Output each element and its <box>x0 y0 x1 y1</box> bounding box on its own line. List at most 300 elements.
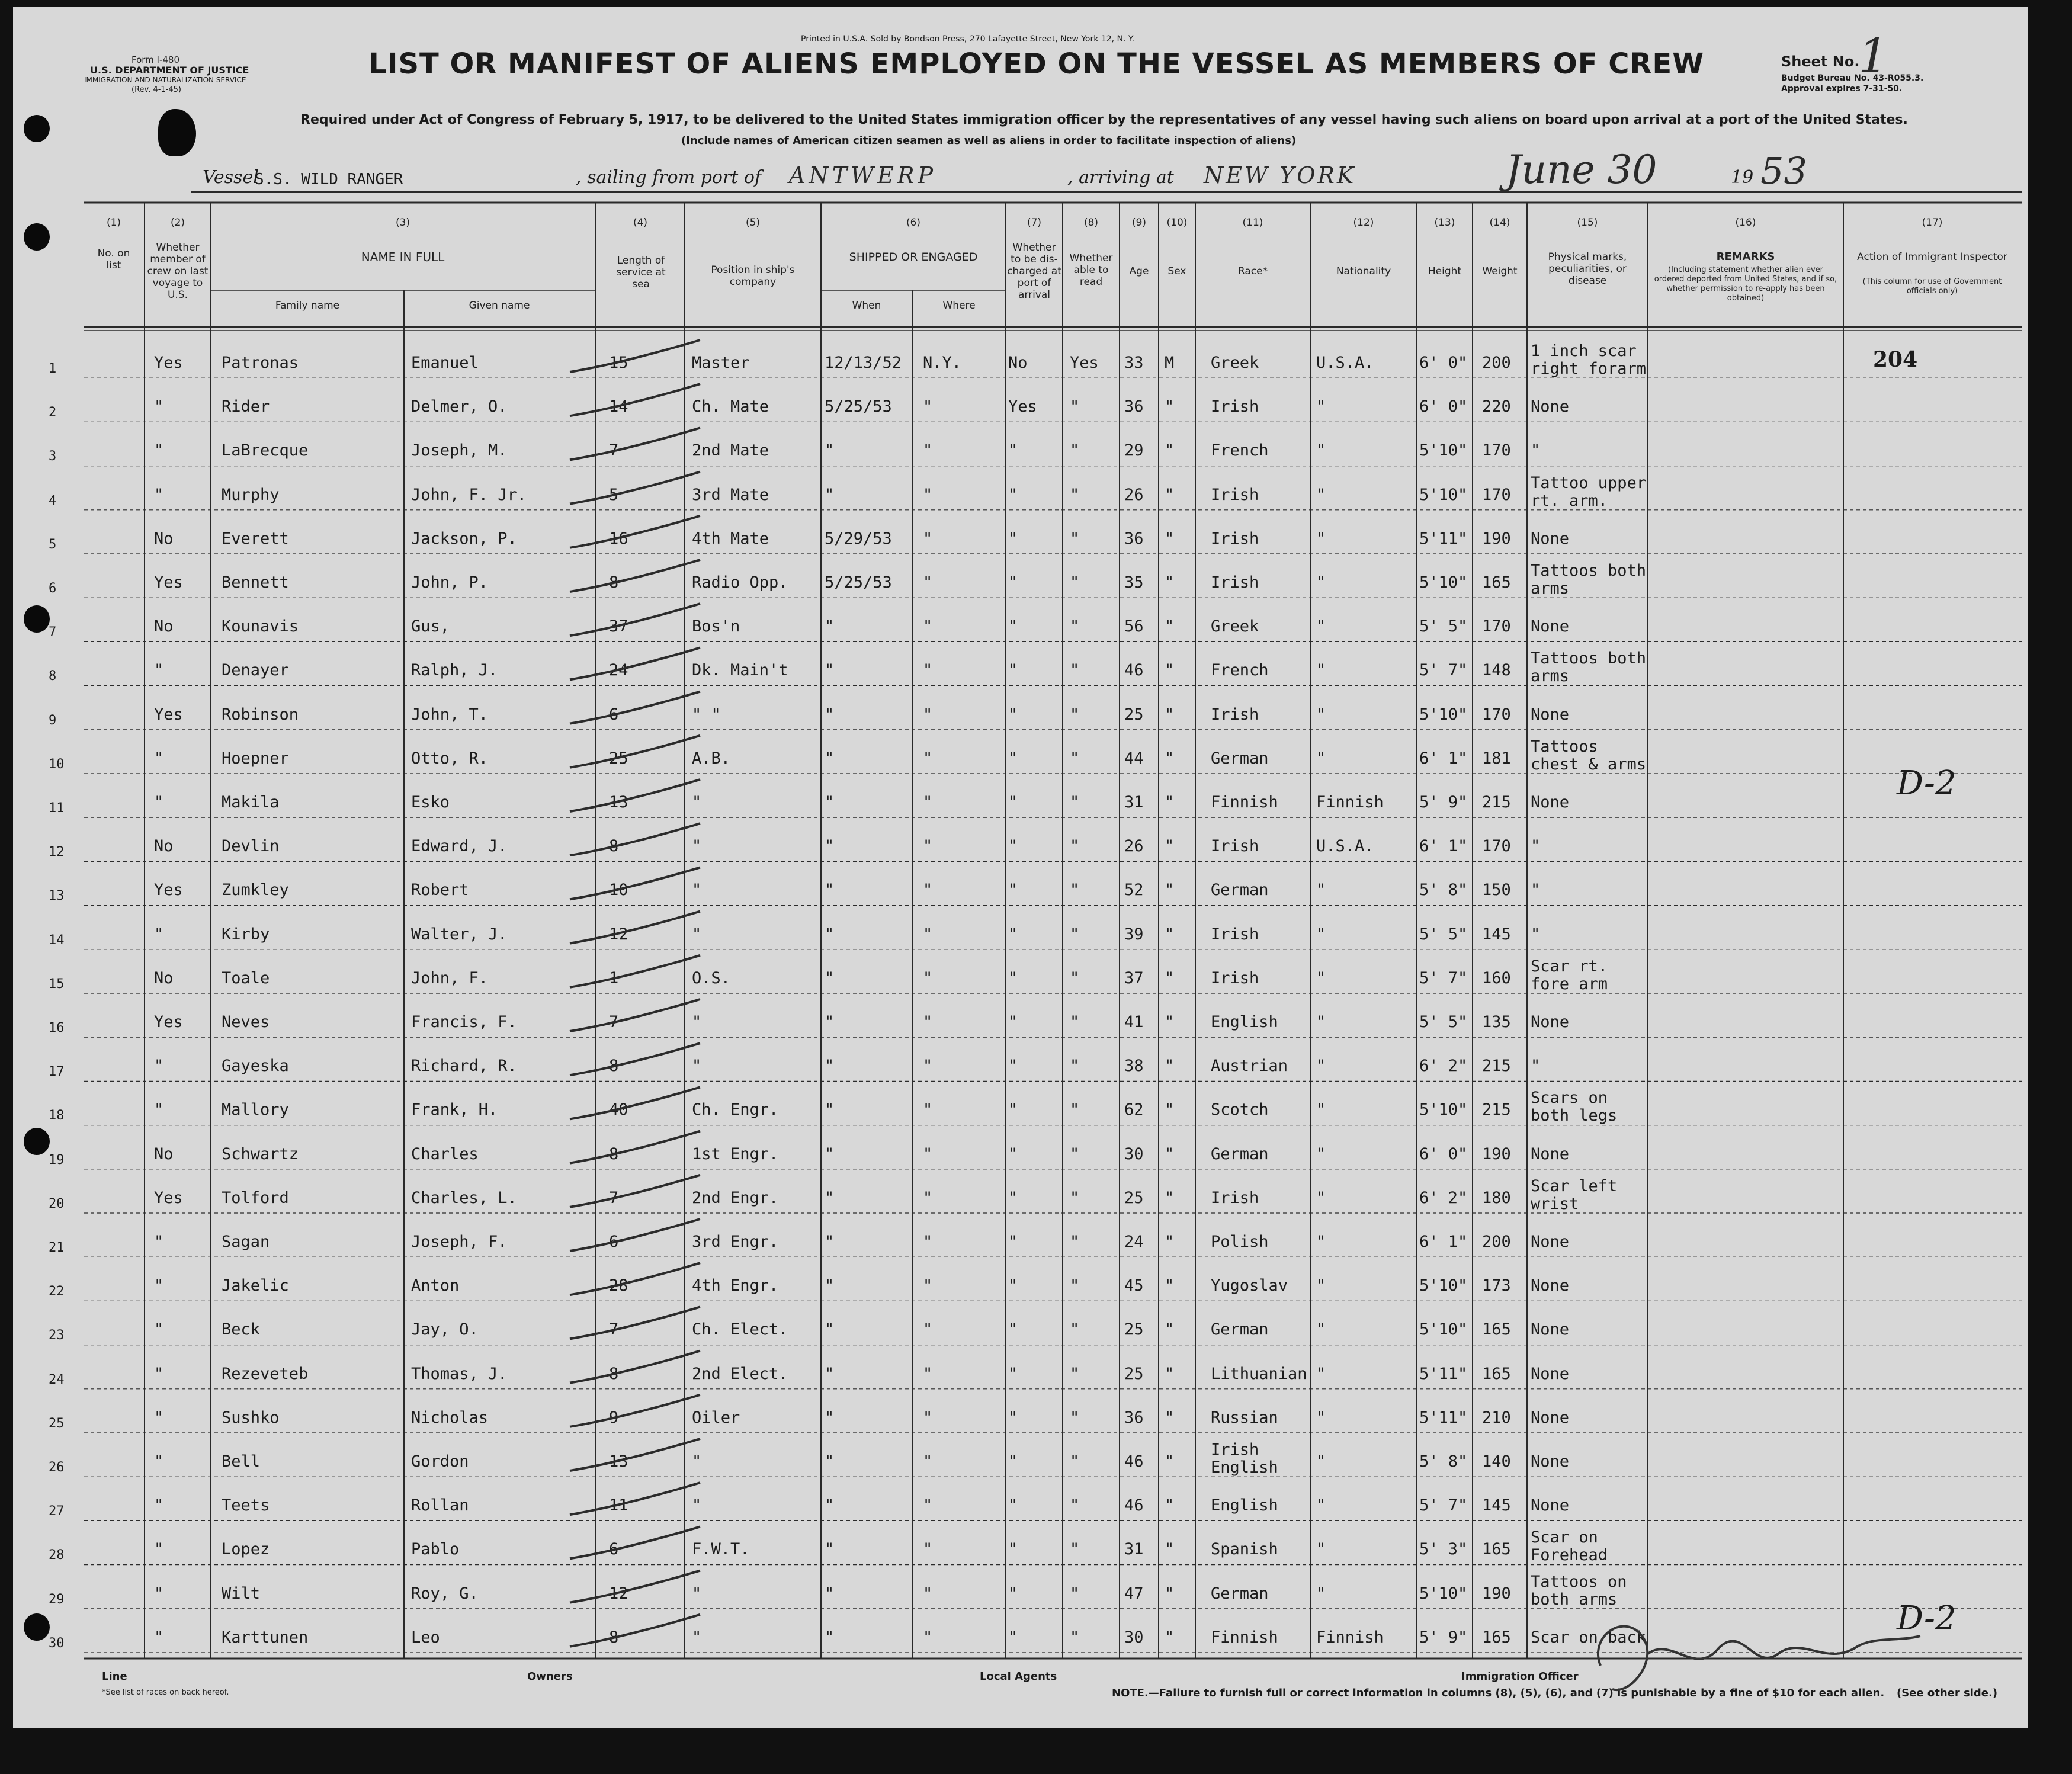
discharged: " <box>1008 1101 1018 1119</box>
given-name: Francis, F. <box>411 1013 517 1031</box>
nationality: " <box>1316 881 1326 900</box>
discharged: " <box>1008 1188 1018 1207</box>
service-check-mark <box>570 472 700 504</box>
list-number: 30 <box>49 1635 65 1651</box>
family-name: Devlin <box>222 837 280 856</box>
physical-marks: Scar rt. fore arm <box>1531 957 1608 993</box>
discharged: " <box>1008 793 1018 811</box>
service-check-mark <box>570 999 700 1031</box>
inspector-action: D-2 <box>1897 764 1956 803</box>
race: Irish <box>1211 529 1259 548</box>
crew-last-voyage: No <box>154 617 174 636</box>
penalty-note: NOTE.—Failure to furnish full or correct information in columns (8), (5), (6), and (7) is punishable by a fine of $10 for each alien. <box>1112 1687 1885 1699</box>
shipped-where: " <box>923 1233 933 1251</box>
given-name: Gordon <box>411 1452 469 1471</box>
able-to-read: " <box>1070 1013 1080 1031</box>
shipped-when: " <box>825 1101 835 1119</box>
height: 6' 1" <box>1419 837 1468 856</box>
vessel-name: S.S. WILD RANGER <box>255 171 403 188</box>
service-length: 7 <box>609 441 619 460</box>
crew-last-voyage: " <box>154 441 164 460</box>
age: 30 <box>1124 1144 1144 1163</box>
shipped-when: " <box>825 1584 835 1603</box>
position: Ch. Elect. <box>692 1320 788 1339</box>
able-to-read: " <box>1070 1144 1080 1163</box>
physical-marks: Tattoos chest & arms <box>1531 737 1647 774</box>
service-length: 25 <box>609 749 628 768</box>
race: Irish <box>1211 968 1259 987</box>
discharged: " <box>1008 1628 1018 1647</box>
service-check-mark <box>570 1571 700 1603</box>
given-name: Joseph, F. <box>411 1233 508 1251</box>
shipped-where: " <box>923 837 933 856</box>
sex: " <box>1165 573 1175 592</box>
age: 25 <box>1124 1320 1144 1339</box>
shipped-when: " <box>825 925 835 944</box>
service-length: 12 <box>609 925 628 944</box>
position: 2nd Elect. <box>692 1364 788 1383</box>
able-to-read: " <box>1070 1496 1080 1515</box>
shipped-when: " <box>825 1320 835 1339</box>
given-name: Richard, R. <box>411 1057 517 1076</box>
family-name: Rezeveteb <box>222 1364 309 1383</box>
shipped-when: " <box>825 1233 835 1251</box>
race: Spanish <box>1211 1540 1278 1559</box>
shipped-when: " <box>825 485 835 504</box>
race: German <box>1211 1144 1269 1163</box>
service-check-mark <box>570 1351 700 1383</box>
nationality: " <box>1316 1408 1326 1427</box>
col-num-16: (16) <box>1735 217 1756 229</box>
weight: 135 <box>1482 1013 1511 1031</box>
service-length: 7 <box>609 1320 619 1339</box>
race: Irish <box>1211 1188 1259 1207</box>
shipped-when: 5/29/53 <box>825 529 892 548</box>
col-header-given-name: Given name <box>469 300 530 312</box>
discharged: " <box>1008 925 1018 944</box>
service-check-mark <box>570 1219 700 1251</box>
able-to-read: Yes <box>1070 354 1099 372</box>
height: 5'10" <box>1419 441 1468 460</box>
nationality: Finnish <box>1316 1628 1384 1647</box>
nationality: Finnish <box>1316 793 1384 811</box>
sex: " <box>1165 397 1175 416</box>
col-header-remarks: REMARKS <box>1716 251 1775 263</box>
height: 6' 0" <box>1419 397 1468 416</box>
shipped-where: " <box>923 1144 933 1163</box>
height: 5' 5" <box>1419 617 1468 636</box>
footer-agents-label: Local Agents <box>980 1670 1057 1683</box>
inspector-action: D-2 <box>1897 1599 1956 1638</box>
race: Irish <box>1211 397 1259 416</box>
height: 6' 2" <box>1419 1188 1468 1207</box>
service-length: 7 <box>609 1188 619 1207</box>
shipped-when: " <box>825 1452 835 1471</box>
shipped-where: " <box>923 529 933 548</box>
service-check-mark <box>570 779 700 811</box>
physical-marks: None <box>1531 617 1570 636</box>
family-name: Bell <box>222 1452 261 1471</box>
col-num-14: (14) <box>1489 217 1510 229</box>
family-name: Kirby <box>222 925 270 944</box>
height: 5'11" <box>1419 529 1468 548</box>
sex: " <box>1165 1233 1175 1251</box>
age: 62 <box>1124 1101 1144 1119</box>
age: 25 <box>1124 1188 1144 1207</box>
service-length: 12 <box>609 1584 628 1603</box>
given-name: Charles <box>411 1144 479 1163</box>
family-name: Hoepner <box>222 749 289 768</box>
shipped-where: " <box>923 1276 933 1295</box>
able-to-read: " <box>1070 661 1080 680</box>
height: 5' 5" <box>1419 925 1468 944</box>
physical-marks: None <box>1531 1233 1570 1251</box>
crew-last-voyage: " <box>154 485 164 504</box>
age: 41 <box>1124 1013 1144 1031</box>
shipped-where: " <box>923 1540 933 1559</box>
crew-last-voyage: No <box>154 1144 174 1163</box>
list-number: 11 <box>49 801 65 816</box>
position: Ch. Engr. <box>692 1101 779 1119</box>
age: 26 <box>1124 485 1144 504</box>
family-name: Murphy <box>222 485 280 504</box>
age: 36 <box>1124 529 1144 548</box>
position: " <box>692 1628 702 1647</box>
shipped-when: " <box>825 1013 835 1031</box>
physical-marks: None <box>1531 1496 1570 1515</box>
shipped-when: " <box>825 1057 835 1076</box>
service-length: 8 <box>609 1628 619 1647</box>
sex: " <box>1165 1188 1175 1207</box>
service-check-mark <box>570 604 700 636</box>
position: " <box>692 881 702 900</box>
age: 38 <box>1124 1057 1144 1076</box>
list-number: 21 <box>49 1240 65 1255</box>
sex: " <box>1165 1276 1175 1295</box>
see-other-side: (See other side.) <box>1897 1687 1998 1699</box>
family-name: Jakelic <box>222 1276 289 1295</box>
service-check-mark <box>570 1175 700 1207</box>
weight: 170 <box>1482 485 1511 504</box>
nationality: " <box>1316 1013 1326 1031</box>
service-length: 11 <box>609 1496 628 1515</box>
shipped-when: " <box>825 749 835 768</box>
position: 1st Engr. <box>692 1144 779 1163</box>
sailing-label: , sailing from port of <box>576 167 762 188</box>
discharged: " <box>1008 573 1018 592</box>
weight: 170 <box>1482 441 1511 460</box>
position: O.S. <box>692 968 731 987</box>
crew-last-voyage: Yes <box>154 1013 183 1031</box>
sex: " <box>1165 1144 1175 1163</box>
weight: 150 <box>1482 881 1511 900</box>
list-number: 12 <box>49 845 65 860</box>
position: Bos'n <box>692 617 740 636</box>
race: Irish <box>1211 705 1259 724</box>
service-check-mark <box>570 1087 700 1119</box>
sex: " <box>1165 1320 1175 1339</box>
physical-marks: None <box>1531 1144 1570 1163</box>
able-to-read: " <box>1070 1320 1080 1339</box>
race: Finnish <box>1211 1628 1278 1647</box>
weight: 148 <box>1482 661 1511 680</box>
able-to-read: " <box>1070 1101 1080 1119</box>
family-name: Lopez <box>222 1540 270 1559</box>
crew-last-voyage: " <box>154 1452 164 1471</box>
able-to-read: " <box>1070 1452 1080 1471</box>
nationality: " <box>1316 705 1326 724</box>
height: 5'11" <box>1419 1408 1468 1427</box>
list-number: 2 <box>49 405 57 421</box>
nationality: " <box>1316 661 1326 680</box>
shipped-where: " <box>923 661 933 680</box>
height: 5' 9" <box>1419 793 1468 811</box>
sex: " <box>1165 1101 1175 1119</box>
given-name: Jackson, P. <box>411 529 517 548</box>
nationality: " <box>1316 1540 1326 1559</box>
race: Polish <box>1211 1233 1269 1251</box>
height: 6' 2" <box>1419 1057 1468 1076</box>
weight: 200 <box>1482 1233 1511 1251</box>
family-name: Robinson <box>222 705 299 724</box>
shipped-when: " <box>825 441 835 460</box>
service-check-mark <box>570 955 700 987</box>
col-num-11: (11) <box>1242 217 1263 229</box>
position: 4th Engr. <box>692 1276 779 1295</box>
service-check-mark <box>570 1395 700 1427</box>
shipped-where: " <box>923 749 933 768</box>
able-to-read: " <box>1070 968 1080 987</box>
family-name: Sagan <box>222 1233 270 1251</box>
height: 5'10" <box>1419 1101 1468 1119</box>
service-check-mark <box>570 384 700 416</box>
discharged: " <box>1008 1320 1018 1339</box>
physical-marks: None <box>1531 1320 1570 1339</box>
age: 26 <box>1124 837 1144 856</box>
discharged: Yes <box>1008 397 1037 416</box>
able-to-read: " <box>1070 1628 1080 1647</box>
revision: (Rev. 4-1-45) <box>131 85 182 94</box>
nationality: " <box>1316 925 1326 944</box>
able-to-read: " <box>1070 1188 1080 1207</box>
service-check-mark <box>570 1043 700 1075</box>
age: 46 <box>1124 661 1144 680</box>
family-name: Mallory <box>222 1101 289 1119</box>
able-to-read: " <box>1070 529 1080 548</box>
family-name: Neves <box>222 1013 270 1031</box>
physical-marks: None <box>1531 1408 1570 1427</box>
service-check-mark <box>570 1439 700 1471</box>
vessel-label: Vessel <box>203 167 259 188</box>
shipped-where: " <box>923 793 933 811</box>
able-to-read: " <box>1070 925 1080 944</box>
list-number: 10 <box>49 756 65 772</box>
shipped-where: " <box>923 573 933 592</box>
list-number: 28 <box>49 1548 65 1563</box>
list-number: 20 <box>49 1196 65 1211</box>
col-num-6: (6) <box>906 217 921 229</box>
col-header-discharged: Whether to be dis-charged at port of arrival <box>1007 242 1061 301</box>
col-header-race: Race* <box>1237 265 1268 277</box>
sex: " <box>1165 529 1175 548</box>
nationality: " <box>1316 441 1326 460</box>
weight: 145 <box>1482 1496 1511 1515</box>
given-name: Rollan <box>411 1496 469 1515</box>
position: A.B. <box>692 749 731 768</box>
discharged: " <box>1008 1584 1018 1603</box>
able-to-read: " <box>1070 485 1080 504</box>
nationality: " <box>1316 1320 1326 1339</box>
height: 5' 8" <box>1419 1452 1468 1471</box>
col-num-10: (10) <box>1166 217 1188 229</box>
nationality: U.S.A. <box>1316 837 1374 856</box>
list-number: 25 <box>49 1416 65 1431</box>
list-number: 15 <box>49 976 65 992</box>
physical-marks: None <box>1531 793 1570 811</box>
service-check-mark <box>570 867 700 899</box>
service-length: 8 <box>609 837 619 856</box>
service-check-mark <box>570 1307 700 1339</box>
list-number: 29 <box>49 1592 65 1607</box>
race: Yugoslav <box>1211 1276 1288 1295</box>
position: " <box>692 925 702 944</box>
crew-last-voyage: Yes <box>154 573 183 592</box>
sheet-label: Sheet No. <box>1781 53 1860 70</box>
race: Scotch <box>1211 1101 1269 1119</box>
list-number: 16 <box>49 1021 65 1035</box>
family-name: LaBrecque <box>222 441 309 460</box>
weight: 210 <box>1482 1408 1511 1427</box>
sex: " <box>1165 1452 1175 1471</box>
race: Irish English <box>1211 1441 1278 1477</box>
weight: 190 <box>1482 529 1511 548</box>
nationality: " <box>1316 1057 1326 1076</box>
able-to-read: " <box>1070 573 1080 592</box>
height: 5'10" <box>1419 1320 1468 1339</box>
physical-marks: Tattoo upper rt. arm. <box>1531 473 1647 510</box>
service-length: 13 <box>609 793 628 811</box>
crew-last-voyage: " <box>154 661 164 680</box>
weight: 180 <box>1482 1188 1511 1207</box>
sex: " <box>1165 485 1175 504</box>
discharged: " <box>1008 485 1018 504</box>
service-length: 1 <box>609 968 619 987</box>
discharged: " <box>1008 1408 1018 1427</box>
discharged: " <box>1008 1364 1018 1383</box>
height: 5' 9" <box>1419 1628 1468 1647</box>
weight: 160 <box>1482 968 1511 987</box>
service-length: 8 <box>609 573 619 592</box>
height: 5'10" <box>1419 1276 1468 1295</box>
given-name: Anton <box>411 1276 460 1295</box>
height: 5'10" <box>1419 573 1468 592</box>
nationality: " <box>1316 1452 1326 1471</box>
col-num-4: (4) <box>633 217 648 229</box>
sex: " <box>1165 749 1175 768</box>
discharged: " <box>1008 529 1018 548</box>
discharged: " <box>1008 749 1018 768</box>
list-number: 22 <box>49 1284 65 1300</box>
given-name: Charles, L. <box>411 1188 517 1207</box>
height: 6' 1" <box>1419 749 1468 768</box>
budget-bureau: Budget Bureau No. 43-R055.3. <box>1781 73 1924 83</box>
given-name: Pablo <box>411 1540 460 1559</box>
list-number: 6 <box>49 581 57 596</box>
race: Irish <box>1211 837 1259 856</box>
weight: 215 <box>1482 793 1511 811</box>
crew-last-voyage: Yes <box>154 705 183 724</box>
able-to-read: " <box>1070 1540 1080 1559</box>
inspector-action: 204 <box>1873 347 1918 372</box>
crew-last-voyage: " <box>154 1408 164 1427</box>
col-header-where: Where <box>942 300 976 312</box>
shipped-when: " <box>825 881 835 900</box>
nationality: " <box>1316 1364 1326 1383</box>
race: Greek <box>1211 617 1259 636</box>
given-name: Otto, R. <box>411 749 489 768</box>
weight: 165 <box>1482 1540 1511 1559</box>
given-name: Robert <box>411 881 469 900</box>
position: Radio Opp. <box>692 573 788 592</box>
able-to-read: " <box>1070 617 1080 636</box>
able-to-read: " <box>1070 749 1080 768</box>
discharged: " <box>1008 968 1018 987</box>
race: Irish <box>1211 485 1259 504</box>
physical-marks: None <box>1531 1452 1570 1471</box>
service-length: 6 <box>609 1233 619 1251</box>
sex: " <box>1165 1540 1175 1559</box>
age: 25 <box>1124 1364 1144 1383</box>
service-check-mark <box>570 560 700 592</box>
family-name: Toale <box>222 968 270 987</box>
nationality: " <box>1316 573 1326 592</box>
weight: 173 <box>1482 1276 1511 1295</box>
shipped-when: " <box>825 1408 835 1427</box>
given-name: Jay, O. <box>411 1320 479 1339</box>
service-check-mark <box>570 823 700 855</box>
physical-marks: " <box>1531 441 1541 460</box>
age: 30 <box>1124 1628 1144 1647</box>
service-check-marks <box>13 7 2028 1728</box>
age: 35 <box>1124 573 1144 592</box>
list-number: 1 <box>49 361 57 376</box>
sex: " <box>1165 837 1175 856</box>
position: 3rd Engr. <box>692 1233 779 1251</box>
height: 5' 7" <box>1419 968 1468 987</box>
service-length: 13 <box>609 1452 628 1471</box>
include-note: (Include names of American citizen seamen as well as aliens in order to facilitate inspection of aliens) <box>681 134 1297 147</box>
col-num-7: (7) <box>1027 217 1042 229</box>
shipped-where: " <box>923 1320 933 1339</box>
col-header-height: Height <box>1428 265 1462 277</box>
weight: 170 <box>1482 837 1511 856</box>
col-header-family-name: Family name <box>275 300 340 312</box>
sex: " <box>1165 1628 1175 1647</box>
nationality: " <box>1316 1188 1326 1207</box>
able-to-read: " <box>1070 397 1080 416</box>
footer-line-label: Line <box>102 1670 127 1683</box>
service-length: 6 <box>609 1540 619 1559</box>
sex: " <box>1165 1057 1175 1076</box>
sex: " <box>1165 1408 1175 1427</box>
crew-last-voyage: No <box>154 837 174 856</box>
position: " <box>692 793 702 811</box>
given-name: Emanuel <box>411 354 479 372</box>
position: Oiler <box>692 1408 740 1427</box>
able-to-read: " <box>1070 1276 1080 1295</box>
weight: 215 <box>1482 1057 1511 1076</box>
list-number: 13 <box>49 888 65 904</box>
